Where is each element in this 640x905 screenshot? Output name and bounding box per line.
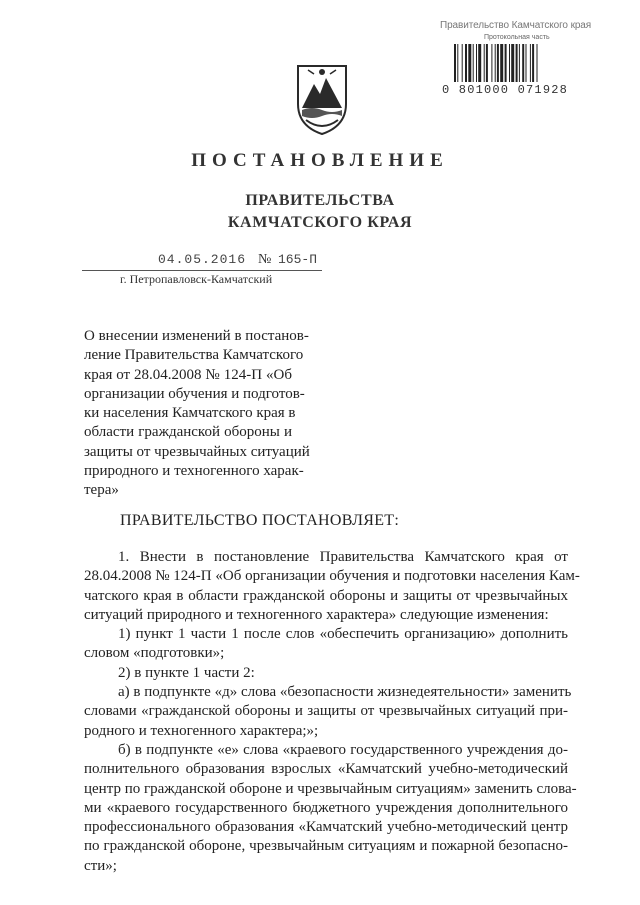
barcode-bar bbox=[484, 44, 485, 82]
subject-line: организации обучения и подготов- bbox=[84, 385, 305, 402]
body-line: центр по гражданской обороне и чрезвычайным ситуациям» заменить слова- bbox=[84, 780, 577, 797]
barcode bbox=[442, 34, 597, 96]
barcode-bar bbox=[532, 44, 534, 82]
subject-line: тера» bbox=[84, 482, 119, 499]
barcode-bar bbox=[468, 44, 471, 82]
issuer bbox=[0, 190, 640, 234]
document-subject bbox=[84, 327, 310, 501]
barcode-bar bbox=[537, 44, 538, 82]
document-body bbox=[84, 548, 580, 876]
barcode-bar bbox=[519, 44, 520, 82]
issuer-line-2: КАМЧАТСКОГО КРАЯ bbox=[227, 214, 413, 231]
body-line: ми «краевого государственного бюджетного учреждения дополнительного bbox=[84, 799, 568, 816]
barcode-bar bbox=[516, 44, 518, 82]
body-line: сти»; bbox=[84, 857, 117, 874]
body-line: б) в подпункте «е» слова «краевого государственного учреждения до- bbox=[118, 741, 568, 758]
barcode-bar bbox=[495, 44, 496, 82]
barcode-bar bbox=[465, 44, 467, 82]
document-number: 165-П bbox=[278, 252, 318, 267]
body-line: 1. Внести в постановление Правительства Камчатского края от bbox=[118, 549, 568, 565]
body-line: чатского края в области гражданской обороны и защиты от чрезвычайных bbox=[84, 587, 568, 604]
body-line: полнительного образования взрослых «Камчатский учебно-методический bbox=[84, 761, 568, 778]
barcode-label: Протокольная часть bbox=[484, 34, 550, 41]
barcode-bar bbox=[509, 44, 510, 82]
body-line: 1) пункт 1 части 1 после слов «обеспечить организацию» дополнить bbox=[118, 626, 568, 643]
body-line: 28.04.2008 № 124-П «Об организации обучения и подготовки населения Кам- bbox=[84, 568, 580, 585]
barcode-bar bbox=[497, 44, 499, 82]
subject-line: природного и техногенного харак- bbox=[84, 463, 304, 480]
subject-line: ление Правительства Камчатского bbox=[84, 347, 304, 364]
subject-line: ки населения Камчатского края в bbox=[84, 405, 296, 422]
body-line: профессионального образования «Камчатский учебно-методический центр bbox=[84, 819, 568, 836]
barcode-bar bbox=[522, 44, 524, 82]
barcode-bar bbox=[462, 44, 463, 82]
subject-line: защиты от чрезвычайных ситуаций bbox=[84, 443, 310, 460]
kamchatka-emblem-icon bbox=[294, 60, 350, 136]
body-line: а) в подпункте «д» слова «безопасности жизнедеятельности» заменить bbox=[118, 684, 572, 701]
barcode-number: 0 801000 071928 bbox=[442, 83, 569, 97]
document-date: 04.05.2016 bbox=[158, 252, 247, 267]
body-line: по гражданской обороне, чрезвычайным ситуациям и пожарной безопасно- bbox=[84, 838, 568, 855]
body-line: словом «подготовки»; bbox=[84, 645, 225, 662]
barcode-bar bbox=[478, 44, 481, 82]
barcode-bar bbox=[511, 44, 514, 82]
number-sign: № bbox=[258, 252, 272, 267]
barcode-bar bbox=[500, 44, 503, 82]
body-line: родного и техногенного характера;»; bbox=[84, 722, 319, 739]
decree-heading: ПРАВИТЕЛЬСТВО ПОСТАНОВЛЯЕТ: bbox=[120, 512, 400, 529]
barcode-bar bbox=[491, 44, 492, 82]
issuer-line-1: ПРАВИТЕЛЬСТВА bbox=[245, 192, 395, 209]
barcode-bars bbox=[454, 44, 594, 84]
city: г. Петропавловск-Камчатский bbox=[120, 272, 273, 286]
body-line: словами «гражданской обороны и защиты от чрезвычайных ситуаций при- bbox=[84, 703, 568, 720]
barcode-bar bbox=[473, 44, 474, 82]
barcode-bar bbox=[530, 44, 531, 82]
subject-line: края от 28.04.2008 № 124-П «Об bbox=[84, 366, 292, 383]
body-line: ситуаций природного и техногенного характера» следующие изменения: bbox=[84, 606, 549, 623]
subject-line: О внесении изменений в постанов- bbox=[84, 328, 309, 344]
barcode-bar bbox=[526, 44, 527, 82]
barcode-bar bbox=[457, 44, 458, 82]
date-number-line bbox=[82, 252, 322, 271]
document-title: ПОСТАНОВЛЕНИЕ bbox=[191, 150, 449, 171]
body-line: 2) в пункте 1 части 2: bbox=[118, 664, 255, 681]
barcode-bar bbox=[505, 44, 507, 82]
subject-line: области гражданской обороны и bbox=[84, 424, 292, 441]
registry-stamp: Правительство Камчатского края bbox=[440, 20, 592, 31]
barcode-bar bbox=[476, 44, 477, 82]
barcode-bar bbox=[486, 44, 488, 82]
barcode-bar bbox=[454, 44, 456, 82]
